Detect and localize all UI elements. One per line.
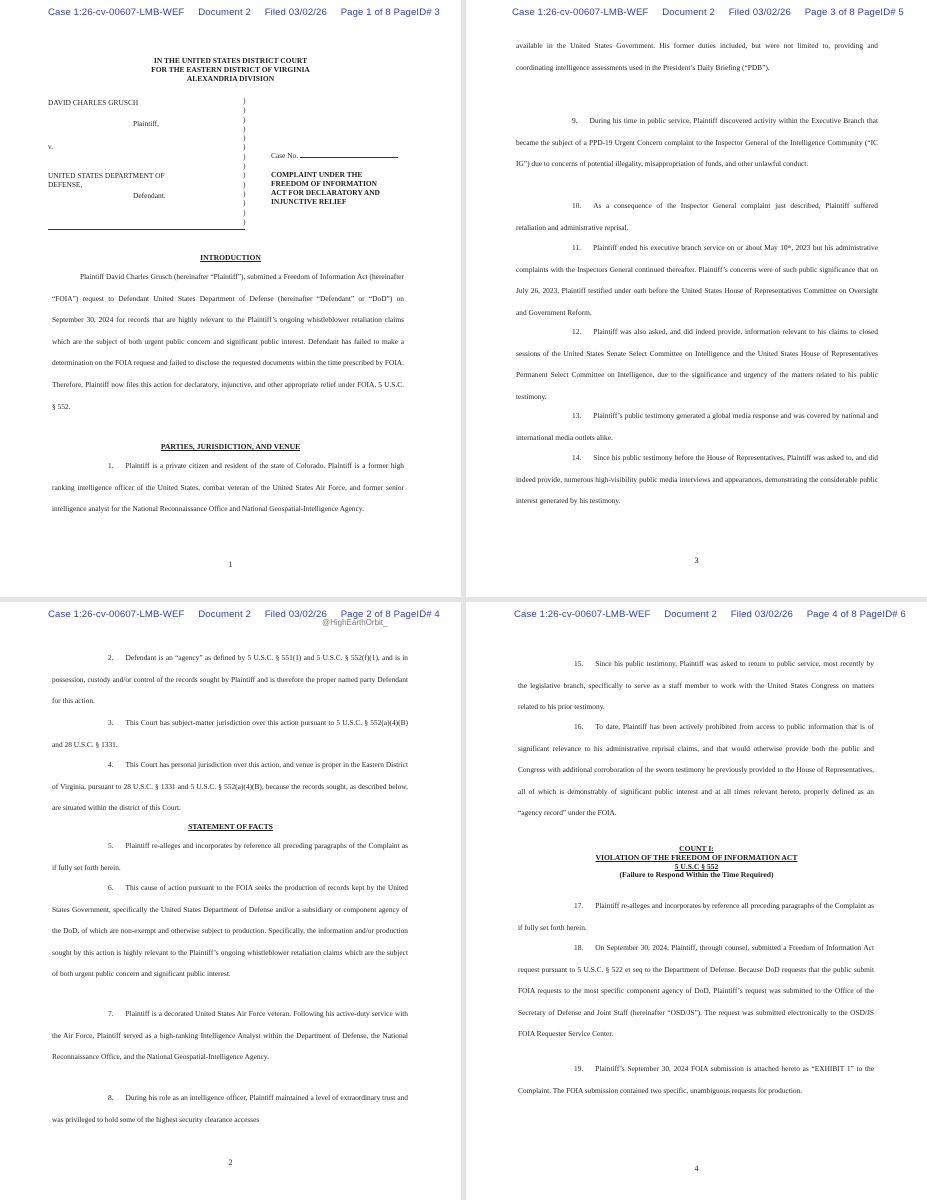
paragraph-14 (516, 447, 878, 512)
page-number: 2 (228, 1158, 233, 1167)
paragraph-number: 19. (574, 1064, 584, 1073)
paragraph-5 (52, 835, 408, 878)
defendant-name-line2: DEFENSE, (48, 180, 83, 189)
defendant-name-line1: UNITED STATES DEPARTMENT OF (48, 171, 165, 180)
filed-date-stamp: Filed 03/02/26 (264, 609, 327, 620)
paragraph-number: 4. (108, 760, 114, 769)
caption-divider (48, 229, 245, 230)
plaintiff-role: Plaintiff, (133, 119, 159, 128)
paragraph-text: To date, Plaintiff has been actively prohibited from access to public information that is of significant relevance to his administrative reprisal claims, and that would otherwise provide both the public and Congress with additional corroboration of the sworn testimony he previously provided to the House of Representatives, all of which is demonstrably of significant public interest and at all times relevant hereto, properly defined as an “agency record” under the FOIA. (518, 722, 874, 818)
document-page-4 (466, 602, 927, 1200)
case-number-stamp: Case 1:26-cv-00607-LMB-WEF (48, 609, 185, 620)
paragraph-10 (516, 195, 878, 238)
paragraph-6 (52, 877, 408, 985)
paragraph-12 (516, 321, 878, 407)
count-subtitle: VIOLATION OF THE FREEDOM OF INFORMATION ACT (595, 852, 798, 862)
paragraph-number: 8. (108, 1093, 114, 1102)
paragraph-text: This Court has personal jurisdiction over this action, and venue is proper in the Eastern District of Virginia, pursuant to 28 U.S.C. § 1331 and 5 U.S.C. § 552(a)(4)(B), because the records sought, as described below, are situated within the district of this Court. (52, 760, 408, 813)
complaint-title-line: COMPLAINT UNDER THE (271, 170, 363, 179)
paragraph-number: 15. (574, 659, 584, 668)
plaintiff-name: DAVID CHARLES GRUSCH (48, 98, 139, 107)
paragraph-text: Plaintiff is a decorated United States Air Force veteran. Following his active-duty service with the Air Force, Plaintiff served as a high-ranking Intelligence Analyst within the Department of Defense, the National Reconnaissance Office, and the National Geospatial-Intelligence Agency. (52, 1009, 408, 1062)
heading-parties-jurisdiction-venue: PARTIES, JURISDICTION, AND VENUE (160, 442, 301, 451)
document-page-1 (0, 0, 461, 597)
page-id-stamp: Page 4 of 8 PageID# 6 (806, 609, 906, 620)
paragraph-text: Since his public testimony, Plaintiff was asked to return to public service, most recently by the legislative branch, specifically to serve as a staff member to work with the United States Congress on matters related to his prior testimony. (518, 659, 874, 712)
court-line: FOR THE EASTERN DISTRICT OF VIRGINIA (151, 65, 310, 74)
paragraph-19 (518, 1058, 874, 1101)
document-page-3 (466, 0, 927, 597)
page-id-stamp: Page 3 of 8 PageID# 5 (804, 7, 904, 18)
case-no-blank (300, 157, 398, 158)
court-line: IN THE UNITED STATES DISTRICT COURT (153, 56, 308, 65)
ecf-header-stamp (514, 609, 917, 620)
paragraph-text: As a consequence of the Inspector General complaint just described, Plaintiff suffered retaliation and administrative reprisal. (516, 201, 878, 232)
paragraph-text: Plaintiff re-alleges and incorporates by reference all preceding paragraphs of the Complaint as if fully set forth herein. (518, 901, 874, 932)
ecf-header-stamp (512, 7, 915, 18)
count-title: COUNT I: (679, 844, 714, 853)
ecf-header-stamp (48, 609, 451, 620)
paragraph-9 (516, 110, 878, 175)
case-number-stamp: Case 1:26-cv-00607-LMB-WEF (514, 609, 651, 620)
count-statute: 5 U.S.C § 552 (674, 861, 719, 871)
paragraph-7 (52, 1003, 408, 1068)
introduction-paragraph: Plaintiff David Charles Grusch (hereinafter “Plaintiff”), submitted a Freedom of Information Act (hereinafter “FOIA”) request to Defendant United States Department of Defense (hereinafter “Defendant” or “DoD”) on September 30, 2024 for records that are highly relevant to the Plaintiff’s ongoing whistleblower retaliation claims which are the subject of both urgent public concern and significant public interest. Defendant has failed to make a determination on the FOIA request and failed to disclose the requested documents within the time prescribed by FOIA. Therefore, Plaintiff now files this action for declaratory, injunctive, and other appropriate relief under FOIA, 5 U.S.C. § 552. (52, 272, 404, 411)
paragraph-17 (518, 895, 874, 938)
paragraph-number: 6. (108, 883, 114, 892)
paragraph-number: 9. (572, 116, 578, 125)
filed-date-stamp: Filed 03/02/26 (730, 609, 793, 620)
count-description: (Failure to Respond Within the Time Required) (619, 870, 774, 880)
case-no-field (271, 151, 398, 160)
paragraph-text: Plaintiff’s public testimony generated a global media response and was covered by national and international media outlets alike. (516, 411, 878, 442)
paragraph-number: 2. (108, 653, 114, 662)
complaint-title-line: ACT FOR DECLARATORY AND (271, 188, 380, 197)
paragraph-number: 11. (572, 243, 581, 252)
paragraph-number: 1. (108, 461, 114, 470)
filed-date-stamp: Filed 03/02/26 (264, 7, 327, 18)
versus: v. (48, 142, 54, 151)
page-id-stamp: Page 2 of 8 PageID# 4 (340, 609, 440, 620)
case-number-stamp: Case 1:26-cv-00607-LMB-WEF (48, 7, 185, 18)
ecf-header-stamp (48, 7, 451, 18)
document-number-stamp: Document 2 (198, 609, 251, 620)
paragraph-3 (52, 712, 408, 755)
paragraph-text: During his time in public service, Plaintiff discovered activity within the Executive Branch that became the subject of a PPD-19 Urgent Concern complaint to the Inspector General of the Intelligence Community (“IC IG”) due to concerns of potential illegality, misappropriation of funds, and other unlawful conduct. (516, 116, 878, 169)
paragraph-8 (52, 1087, 408, 1130)
document-number-stamp: Document 2 (664, 609, 717, 620)
paragraph-4 (52, 754, 408, 819)
paragraph-16 (518, 716, 874, 824)
page-number: 4 (694, 1164, 699, 1173)
paragraph-number: 13. (572, 411, 582, 420)
document-page-2 (0, 602, 461, 1200)
paragraph-text: Plaintiff was also asked, and did indeed provide, information relevant to his claims to closed sessions of the United States Senate Select Committee on Intelligence and the United States House of Representatives Permanent Select Committee on Intelligence, due to the significance and urgency of the matters related to his public testimony. (516, 327, 878, 401)
heading-introduction: INTRODUCTION (200, 253, 261, 262)
paragraph-2 (52, 647, 408, 712)
paragraph-number: 16. (574, 722, 584, 731)
paragraph-number: 3. (108, 718, 114, 727)
filed-date-stamp: Filed 03/02/26 (728, 7, 791, 18)
paragraph-number: 12. (572, 327, 582, 336)
paragraph-number: 14. (572, 453, 582, 462)
count-heading (466, 845, 927, 880)
court-heading (0, 56, 461, 83)
paragraph-text: During his role as an intelligence officer, Plaintiff maintained a level of extraordinary trust and was privileged to hold some of the highest security clearance accesses (52, 1093, 408, 1124)
paragraph-13 (516, 405, 878, 448)
paragraph-text: On September 30, 2024, Plaintiff, through counsel, submitted a Freedom of Information Act request pursuant to 5 U.S.C. § 522 et seq to the Department of Defense. Because DoD requests that the public submit FOIA requests to the most specific component agency of DoD, Plaintiff’s request was submitted to the Office of the Secretary of Defense and Joint Staff (hereinafter “OSD/JS”). The request was submitted electronically to the OSD/JS FOIA Requester Service Center. (518, 943, 874, 1039)
paragraph-number: 10. (572, 201, 582, 210)
paragraph-text: This cause of action pursuant to the FOIA seeks the production of records kept by the United States Government, specifically the United States Department of Defense and/or a subsidiary or component agency of the DoD, of which are non-exempt and otherwise subject to production. Specifically, the information and/or production sought by this action is highly relevant to the Plaintiff’s ongoing whistleblower retaliation claims which are the subject of both urgent public concern and significant public interest. (52, 883, 408, 979)
paragraph-number: 5. (108, 841, 114, 850)
page-number: 1 (228, 560, 233, 569)
case-no-label: Case No. (271, 151, 299, 160)
page-id-stamp: Page 1 of 8 PageID# 3 (340, 7, 440, 18)
paragraph-18 (518, 937, 874, 1045)
case-number-stamp: Case 1:26-cv-00607-LMB-WEF (512, 7, 649, 18)
defendant-role: Defendant. (133, 191, 166, 200)
paragraph-1 (52, 455, 404, 520)
heading-statement-of-facts: STATEMENT OF FACTS (188, 822, 273, 831)
paragraph-number: 17. (574, 901, 584, 910)
complaint-title-line: FREEDOM OF INFORMATION (271, 179, 377, 188)
paragraph-text: This Court has subject-matter jurisdiction over this action pursuant to 5 U.S.C. § 552(a)(4)(B) and 28 U.S.C. § 1331. (52, 718, 408, 749)
paragraph-text: Since his public testimony before the House of Representatives, Plaintiff was asked to, and did indeed provide, numerous high-visibility public media interviews and appearances, demonstrating the considerable public interest generated by his testimony. (516, 453, 878, 506)
complaint-title (271, 170, 380, 206)
document-number-stamp: Document 2 (198, 7, 251, 18)
document-number-stamp: Document 2 (662, 7, 715, 18)
complaint-title-line: INJUNCTIVE RELIEF (271, 197, 347, 206)
paragraph-text: Plaintiff ended his executive branch service on or about May 10ᵗʰ, 2023 but his administrative complaints with the Inspectors General continued thereafter. Plaintiff’s concerns were of such public significance that on July 26, 2023, Plaintiff testified under oath before the United States House of Representatives Committee on Oversight and Government Reform. (516, 243, 878, 317)
continued-paragraph-8: available in the United States Government. His former duties included, but were not limited to, providing and coordinating intelligence assessments used in the President’s Daily Briefing (“PDB”). (516, 41, 878, 72)
paragraph-text: Defendant is an “agency” as defined by 5 U.S.C. § 551(1) and 5 U.S.C. § 552(f)(1), and is in possession, custody and/or control of the records sought by Plaintiff and is therefore the proper named party Defendant for this action. (52, 653, 408, 706)
paragraph-text: Plaintiff is a private citizen and resident of the state of Colorado. Plaintiff is a former high ranking intelligence officer of the United States, combat veteran of the United States Air Force, and former senior intelligence analyst for the National Reconnaissance Office and National Geospatial-Intelligence Agency. (52, 461, 404, 514)
watermark-handle: @HighEarthOrbit_ (322, 618, 388, 627)
paragraph-number: 7. (108, 1009, 114, 1018)
paragraph-text: Plaintiff’s September 30, 2024 FOIA submission is attached hereto as “EXHIBIT 1” to the Complaint. The FOIA submission contained two specific, unambiguous requests for production. (518, 1064, 874, 1095)
page-number: 3 (694, 556, 699, 565)
caption-parentheses: ) ) ) ) ) ) ) ) ) ) ) ) ) ) (243, 96, 246, 226)
paragraph-number: 18. (574, 943, 584, 952)
paragraph-text: Plaintiff re-alleges and incorporates by reference all preceding paragraphs of the Complaint as if fully set forth herein. (52, 841, 408, 872)
court-line: ALEXANDRIA DIVISION (186, 74, 275, 83)
paragraph-15 (518, 653, 874, 718)
paragraph-11 (516, 237, 878, 323)
